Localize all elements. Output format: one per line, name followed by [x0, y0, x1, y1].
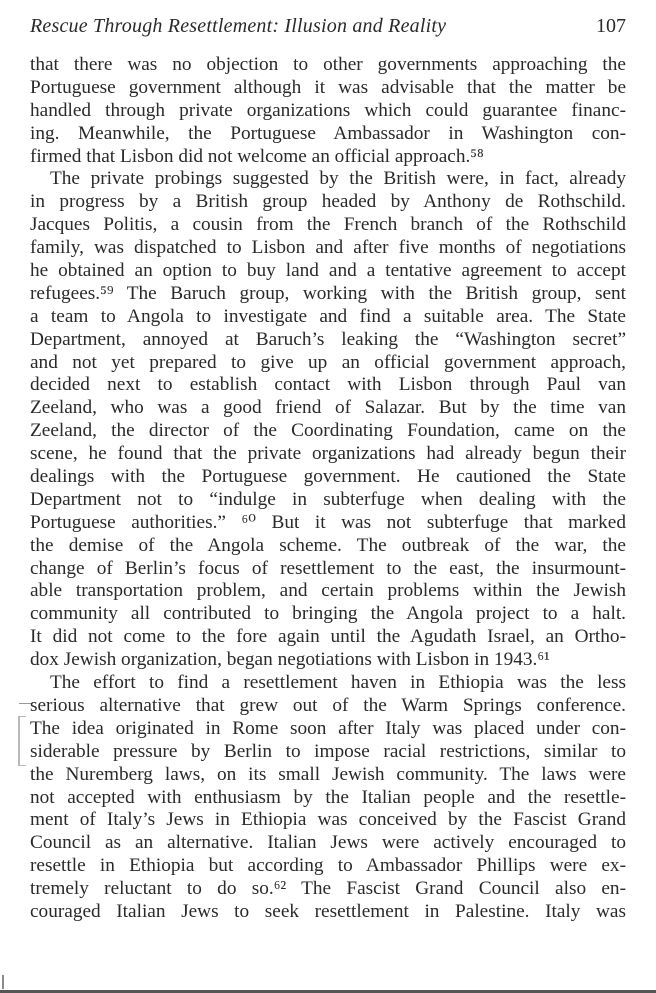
- text-line: serious alternative that grew out of the Warm Springs conference.: [30, 694, 626, 716]
- text-line: handled through private organizations which could guarantee financ-: [30, 99, 626, 121]
- running-header: [30, 15, 626, 43]
- text-line: Zeeland, the director of the Coordinating Foundation, came on the: [30, 420, 626, 442]
- text-line: Jacques Politis, a cousin from the French branch of the Rothschild: [30, 214, 626, 236]
- text-line: It did not come to the fore again until the Agudath Israel, an Ortho-: [30, 626, 626, 648]
- text-line: Council as an alternative. Italian Jews were actively encouraged to: [30, 832, 626, 854]
- text-line: ment of Italy’s Jews in Ethiopia was conceived by the Fascist Grand: [30, 809, 626, 831]
- text-line: ing. Meanwhile, the Portuguese Ambassador in Washington con-: [30, 122, 626, 144]
- text-line: dox Jewish organization, began negotiations with Lisbon in 1943.⁶¹: [30, 649, 550, 671]
- text-line: he obtained an option to buy land and a tentative agreement to accept: [30, 260, 626, 282]
- text-line: and not yet prepared to give up an official government approach,: [30, 351, 626, 373]
- text-line: the Nuremberg laws, on its small Jewish community. The laws were: [30, 763, 626, 785]
- text-line: in progress by a British group headed by Anthony de Rothschild.: [30, 191, 626, 213]
- text-line: scene, he found that the private organizations had already begun their: [30, 443, 626, 465]
- text-line: Department not to “indulge in subterfuge when dealing with the: [30, 488, 626, 510]
- text-line: a team to Angola to investigate and find a suitable area. The State: [30, 305, 626, 327]
- text-line: Department, annoyed at Baruch’s leaking the “Washington secret”: [30, 328, 626, 350]
- text-line: community all contributed to bringing the Angola project to a halt.: [30, 603, 626, 625]
- text-line: that there was no objection to other governments approaching the: [30, 54, 626, 75]
- text-line: resettle in Ethiopia but according to Ambassador Phillips were ex-: [30, 855, 626, 877]
- text-line: not accepted with enthusiasm by the Italian people and the resettle-: [30, 786, 626, 808]
- text-line: Zeeland, who was a good friend of Salazar. But by the time van: [30, 397, 626, 419]
- text-line: family, was dispatched to Lisbon and after five months of negotiations: [30, 237, 626, 259]
- text-line: decided next to establish contact with Lisbon through Paul van: [30, 374, 626, 396]
- text-line: tremely reluctant to do so.⁶² The Fascist Grand Council also en-: [30, 878, 626, 900]
- text-line: change of Berlin’s focus of resettlement to the east, the insurmount-: [30, 557, 626, 579]
- text-line: able transportation problem, and certain problems within the Jewish: [30, 580, 626, 602]
- page-number: 107: [596, 15, 626, 37]
- paragraph-start-line: The private probings suggested by the British were, in fact, already: [50, 168, 626, 190]
- body-text: [30, 54, 626, 924]
- text-line: Portuguese government although it was advisable that the matter be: [30, 76, 626, 98]
- paragraph-start-line: The effort to find a resettlement haven in Ethiopia was the less: [50, 672, 626, 694]
- running-title: Rescue Through Resettlement: Illusion and Reality: [30, 15, 447, 37]
- text-line: refugees.⁵⁹ The Baruch group, working with the British group, sent: [30, 282, 626, 304]
- text-line: dealings with the Portuguese government. He cautioned the State: [30, 466, 626, 488]
- text-line: siderable pressure by Berlin to impose racial restrictions, similar to: [30, 740, 626, 762]
- margin-edge-mark: [2, 975, 4, 989]
- text-line: The idea originated in Rome soon after Italy was placed under con-: [30, 717, 626, 739]
- text-line: firmed that Lisbon did not welcome an official approach.⁵⁸: [30, 145, 484, 167]
- text-line: couraged Italian Jews to seek resettlement in Palestine. Italy was: [30, 900, 626, 922]
- margin-bracket-mark: [18, 716, 26, 766]
- text-line: Portuguese authorities.” ⁶⁰ But it was not subterfuge that marked: [30, 511, 626, 533]
- text-line: the demise of the Angola scheme. The outbreak of the war, the: [30, 534, 626, 556]
